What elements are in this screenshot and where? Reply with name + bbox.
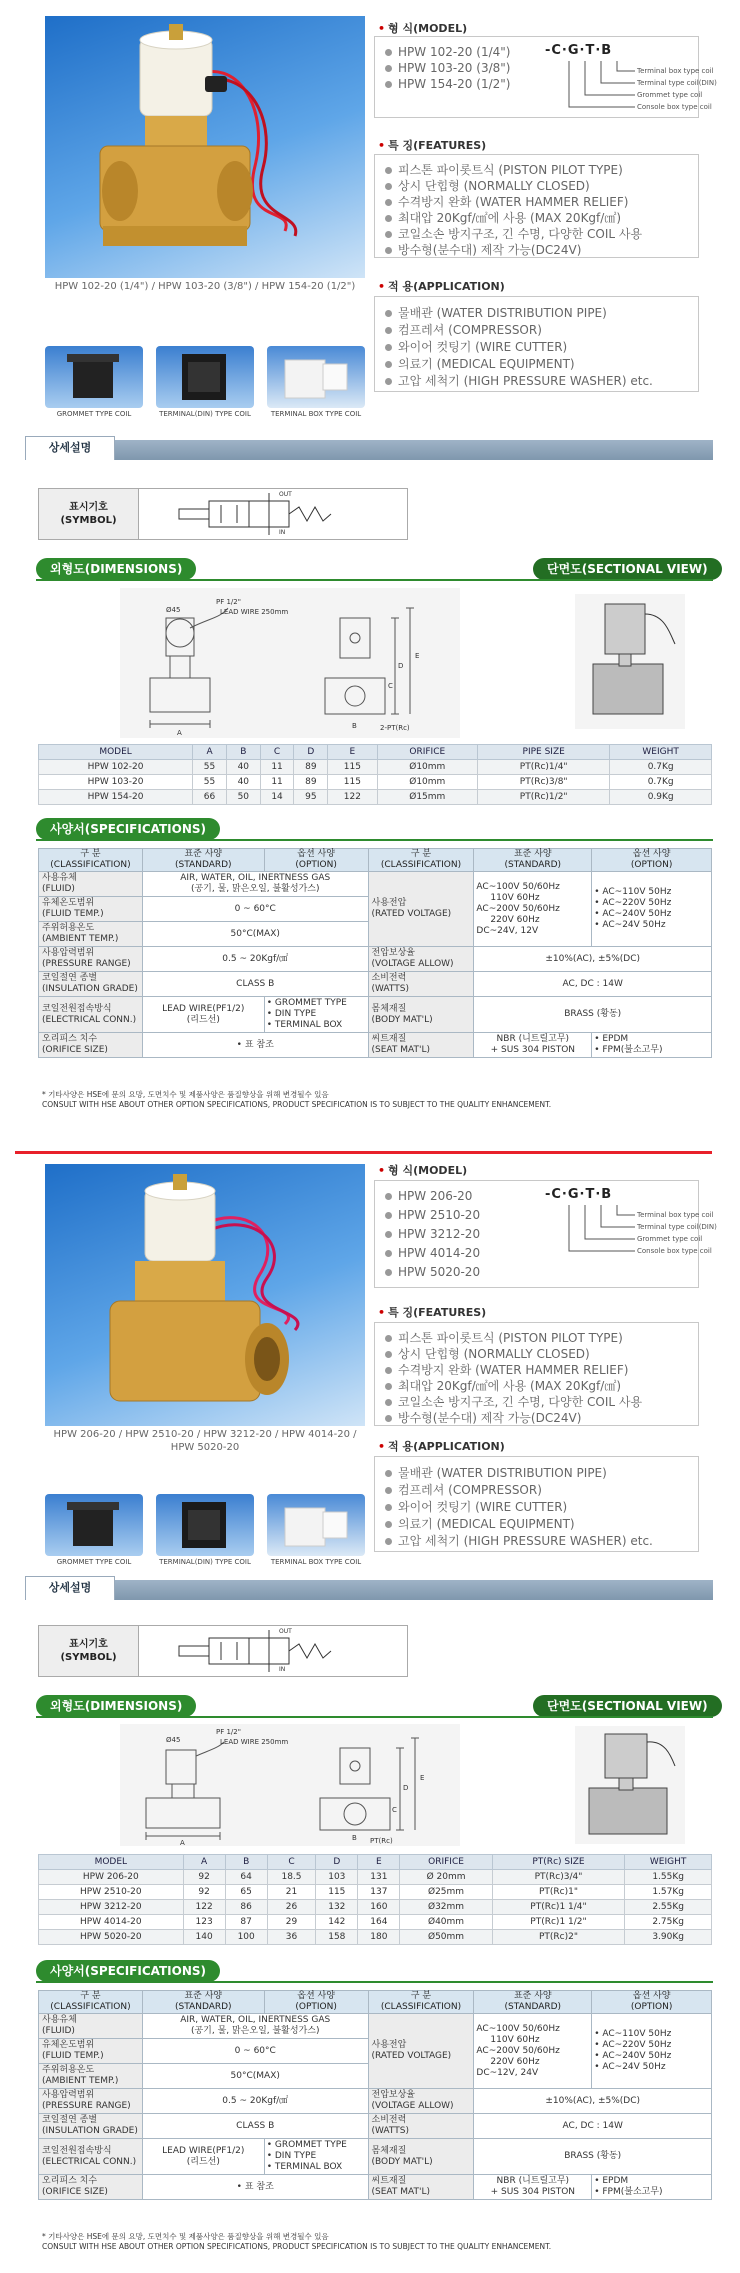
product-caption: HPW 102-20 (1/4") / HPW 103-20 (3/8") / HPW 154-20 (1/2") [54,281,356,292]
sectional-drawing [575,1726,685,1844]
valve-photo [45,1164,365,1426]
table-row: 주위허용온도 (AMBIENT TEMP.) 50°C(MAX) [39,922,712,947]
application-item: 컴프레셔 (COMPRESSOR) [385,321,542,338]
table-row: HPW 3212-20 122 86 26 132 160 Ø32mm PT(Rc)1 1/4" 2.55Kg [39,1900,712,1915]
grommet-coil-thumb: GROMMET TYPE COIL [45,346,143,422]
table-row: 코일절연 종별 (INSULATION GRADE) CLASS B 소비전력 (WATTS) AC, DC : 14W [39,2114,712,2139]
table-row: 사용압력범위 (PRESSURE RANGE) 0.5 ~ 20Kgf/㎠ 전압보상율 (VOLTAGE ALLOW) ±10%(AC), ±5%(DC) [39,2089,712,2114]
dimensions-heading: 외형도(DIMENSIONS) [36,1695,196,1717]
table-row: HPW 154-20 66 50 14 95 122 Ø15mm PT(Rc)1/2" 0.9Kg [39,790,712,805]
table-row: 오리피스 치수 (ORIFICE SIZE) • 표 참조 씨트재질 (SEAT MAT'L) NBR (니트릴고무) + SUS 304 PISTON • EPDM • FPM(불소고무) [39,2175,712,2200]
application-heading: • 적 용(APPLICATION) [378,1440,505,1453]
application-item: 컴프레셔 (COMPRESSOR) [385,1481,542,1498]
product-section-1 [0,0,740,1125]
dimension-drawing [120,1724,460,1846]
terminal-box-coil-thumb: TERMINAL BOX TYPE COIL [267,1494,365,1570]
detail-tab-bar [25,436,713,460]
symbol-label: 표시기호 (SYMBOL) [39,1626,139,1676]
din-coil-thumb: TERMINAL(DIN) TYPE COIL [156,346,254,422]
feature-item: 최대압 20Kgf/㎠에 사용 (MAX 20Kgf/㎠) [385,209,621,226]
model-box: HPW 102-20 (1/4") HPW 103-20 (3/8") HPW 154-20 (1/2") -C·G·T·B Terminal box type coil Terminal type coil(DIN) Grommet type coil Console box type coil [374,36,699,118]
symbol-box: 표시기호 (SYMBOL) OUT IN [38,1625,408,1677]
table-row: 사용압력범위 (PRESSURE RANGE) 0.5 ~ 20Kgf/㎠ 전압보상율 (VOLTAGE ALLOW) ±10%(AC), ±5%(DC) [39,947,712,972]
spec-table: 구 분 (CLASSIFICATION) 표준 사양 (STANDARD) 옵션 사양 (OPTION) 구 분 (CLASSIFICATION) 표준 사양 (STANDARD) 옵션 사양 (OPTION) 사용유체 (FLUID) AIR, WATER, OIL, INERTNESS GAS (공기, 물, 맑은오일, 불활성가스) 사용전압 (RATED VOLTAGE) AC~100V 50/60Hz 110V 60Hz AC~200V 50/60Hz 220V 60Hz DC~12V, 24V • AC~110V 50Hz • AC~220V 50Hz • AC~240V 50Hz • AC~24V 50Hz 유체온도범위 (FLUID TEMP.) 0 ~ 60°C 주위허용온도 (AMBIENT TEMP.) 50°C(MAX) 사용압력범위 (PRESSURE RANGE) 0.5 ~ 20Kgf/㎠ 전압보상율 (VOLTAGE ALLOW) ±10%(AC), ±5%(DC) 코일절연 종별 (INSULATION GRADE) CLASS B 소비전력 (WATTS) AC, DC : 14W 코일전원접속방식 (ELECTRICAL CONN.) LEAD WIRE(PF1/2) (리드선) • GROMMET TYPE • DIN TYPE • TERMINAL BOX 몸체재질 (BODY MAT'L) BRASS (황동) 오리피스 치수 (ORIFICE SIZE) • 표 참조 씨트재질 (SEAT MAT'L) NBR (니트릴고무) + SUS 304 PISTON • EPDM • FPM(불소고무) [38,1990,712,2200]
dim-label: Ø45 [166,1736,181,1744]
detail-tab[interactable]: 상세설명 [25,436,115,460]
model-heading: • 형 식(MODEL) [378,1164,468,1177]
dim-label: B [352,1834,357,1842]
dim-label: LEAD WIRE 250mm [220,1738,289,1746]
dimensions-heading: 외형도(DIMENSIONS) [36,558,196,580]
model-code: -C·G·T·B [545,43,613,58]
grommet-coil-thumb: GROMMET TYPE COIL [45,1494,143,1570]
dim-label: PT(Rc) [370,1837,393,1845]
model-heading: • 형 식(MODEL) [378,22,468,35]
features-heading: • 특 징(FEATURES) [378,1306,487,1319]
model-item: HPW 3212-20 [385,1227,480,1241]
model-item: HPW 103-20 (3/8") [385,61,510,75]
table-row: 유체온도범위 (FLUID TEMP.) 0 ~ 60°C [39,897,712,922]
features-heading: • 특 징(FEATURES) [378,139,487,152]
feature-item: 상시 단힙형 (NORMALLY CLOSED) [385,1345,590,1362]
application-box [374,296,699,392]
table-row: HPW 206-20 92 64 18.5 103 131 Ø 20mm PT(Rc)3/4" 1.55Kg [39,1870,712,1885]
dimension-drawing [120,588,460,738]
symbol-label: 표시기호 (SYMBOL) [39,489,139,539]
application-heading: • 적 용(APPLICATION) [378,280,505,293]
dim-label: LEAD WIRE 250mm [220,608,289,616]
model-item: HPW 2510-20 [385,1208,480,1222]
valve-symbol-icon [149,491,389,537]
model-item: HPW 154-20 (1/2") [385,77,510,91]
model-item: HPW 102-20 (1/4") [385,45,510,59]
product-caption: HPW 206-20 / HPW 2510-20 / HPW 3212-20 / HPW 4014-20 / HPW 5020-20 [53,1429,357,1453]
application-item: 의료기 (MEDICAL EQUIPMENT) [385,1515,575,1532]
spec-note: * 기타사양은 HSE에 문의 요망, 도면치수 및 제품사양은 품질향상을 위해 변경될수 있음 CONSULT WITH HSE ABOUT OTHER OPTION SPECIFICATIONS, PRODUCT SPECIFICATION IS TO SUBJECT TO THE QUALITY ENHANCEMENT. [42,2232,552,2251]
spec-table: 구 분 (CLASSIFICATION) 표준 사양 (STANDARD) 옵션 사양 (OPTION) 구 분 (CLASSIFICATION) 표준 사양 (STANDARD) 옵션 사양 (OPTION) 사용유체 (FLUID) AIR, WATER, OIL, INERTNESS GAS (공기, 물, 맑은오일, 불활성가스) 사용전압 (RATED VOLTAGE) AC~100V 50/60Hz 110V 60Hz AC~200V 50/60Hz 220V 60Hz DC~24V, 12V • AC~110V 50Hz • AC~220V 50Hz • AC~240V 50Hz • AC~24V 50Hz 유체온도범위 (FLUID TEMP.) 0 ~ 60°C 주위허용온도 (AMBIENT TEMP.) 50°C(MAX) 사용압력범위 (PRESSURE RANGE) 0.5 ~ 20Kgf/㎠ 전압보상율 (VOLTAGE ALLOW) ±10%(AC), ±5%(DC) 코일절연 종별 (INSULATION GRADE) CLASS B 소비전력 (WATTS) AC, DC : 14W 코일전원접속방식 (ELECTRICAL CONN.) LEAD WIRE(PF1/2) (리드선) • GROMMET TYPE • DIN TYPE • TERMINAL BOX 몸체재질 (BODY MAT'L) BRASS (황동) 오리피스 치수 (ORIFICE SIZE) • 표 참조 씨트재질 (SEAT MAT'L) NBR (니트릴고무) + SUS 304 PISTON • EPDM • FPM(불소고무) [38,848,712,1058]
product-section-2 [0,1148,740,2273]
features-box [374,154,699,258]
table-row: HPW 103-20 55 40 11 89 115 Ø10mm PT(Rc)3/8" 0.7Kg [39,775,712,790]
dimension-table: MODEL A B C D E ORIFICE PT(Rc) SIZE WEIGHT HPW 206-20 92 64 18.5 103 131 Ø 20mm PT(Rc)3/4" 1.55Kg HPW 2510-20 92 65 21 115 137 Ø25mm PT(Rc)1" 1.57Kg HPW 3212-20 122 86 26 132 160 Ø32mm PT(Rc)1 1/4" 2.55Kg HPW 4014-20 123 87 29 142 164 Ø40mm PT(Rc)1 1/2" 2.75Kg HPW 5020-20 140 100 36 158 180 Ø50mm PT(Rc)2" 3.90Kg [38,1854,712,1945]
application-box [374,1456,699,1552]
detail-tab-bar [25,1576,713,1600]
dim-label: PF 1/2" [216,598,241,606]
dim-label: C [388,682,393,690]
spec-note: * 기타사양은 HSE에 문의 요망, 도면치수 및 제품사양은 품질향상을 위해 변경될수 있음 CONSULT WITH HSE ABOUT OTHER OPTION SPECIFICATIONS, PRODUCT SPECIFICATION IS TO SUBJECT TO THE QUALITY ENHANCEMENT. [42,1090,552,1109]
feature-item: 피스톤 파이롯트식 (PISTON PILOT TYPE) [385,1329,623,1346]
model-item: HPW 206-20 [385,1189,472,1203]
feature-item: 수격방지 완화 (WATER HAMMER RELIEF) [385,1361,628,1378]
application-item: 고압 세척기 (HIGH PRESSURE WASHER) etc. [385,372,653,389]
table-row: 사용유체 (FLUID) AIR, WATER, OIL, INERTNESS GAS (공기, 물, 맑은오일, 불활성가스) 사용전압 (RATED VOLTAGE) AC~100V 50/60Hz 110V 60Hz AC~200V 50/60Hz 220V 60Hz DC~12V, 24V • AC~110V 50Hz • AC~220V 50Hz • AC~240V 50Hz • AC~24V 50Hz [39,2014,712,2039]
model-code: -C·G·T·B [545,1187,613,1202]
feature-item: 수격방지 완화 (WATER HAMMER RELIEF) [385,193,628,210]
table-row: 주위허용온도 (AMBIENT TEMP.) 50°C(MAX) [39,2064,712,2089]
table-row: HPW 2510-20 92 65 21 115 137 Ø25mm PT(Rc)1" 1.57Kg [39,1885,712,1900]
dim-label: C [392,1806,397,1814]
terminal-box-coil-thumb: TERMINAL BOX TYPE COIL [267,346,365,422]
sectional-view-heading: 단면도(SECTIONAL VIEW) [533,558,722,580]
dim-label: Ø45 [166,606,181,614]
valve-photo [45,16,365,278]
table-row: 오리피스 치수 (ORIFICE SIZE) • 표 참조 씨트재질 (SEAT MAT'L) NBR (니트릴고무) + SUS 304 PISTON • EPDM • FPM(불소고무) [39,1033,712,1058]
application-item: 와이어 컷팅기 (WIRE CUTTER) [385,338,567,355]
model-item: HPW 5020-20 [385,1265,480,1279]
application-item: 의료기 (MEDICAL EQUIPMENT) [385,355,575,372]
table-row: 코일전원접속방식 (ELECTRICAL CONN.) LEAD WIRE(PF1/2) (리드선) • GROMMET TYPE • DIN TYPE • TERMINAL BOX 몸체재질 (BODY MAT'L) BRASS (황동) [39,997,712,1033]
feature-item: 상시 단힙형 (NORMALLY CLOSED) [385,177,590,194]
sectional-drawing [575,594,685,729]
dim-label: B [352,722,357,730]
feature-item: 방수형(분수대) 제작 가능(DC24V) [385,241,581,258]
specifications-heading: 사양서(SPECIFICATIONS) [36,1960,220,1982]
dim-label: 2-PT(Rc) [380,724,410,732]
table-row: 유체온도범위 (FLUID TEMP.) 0 ~ 60°C [39,2039,712,2064]
detail-tab[interactable]: 상세설명 [25,1576,115,1600]
coil-thumbnails [45,1494,365,1570]
valve-symbol-icon [149,1628,389,1674]
application-item: 물배관 (WATER DISTRIBUTION PIPE) [385,304,607,321]
feature-item: 피스톤 파이롯트식 (PISTON PILOT TYPE) [385,161,623,178]
application-item: 물배관 (WATER DISTRIBUTION PIPE) [385,1464,607,1481]
dim-label: A [180,1839,185,1846]
application-item: 고압 세척기 (HIGH PRESSURE WASHER) etc. [385,1532,653,1549]
feature-item: 최대압 20Kgf/㎠에 사용 (MAX 20Kgf/㎠) [385,1377,621,1394]
table-row: 사용유체 (FLUID) AIR, WATER, OIL, INERTNESS GAS (공기, 물, 맑은오일, 불활성가스) 사용전압 (RATED VOLTAGE) AC~100V 50/60Hz 110V 60Hz AC~200V 50/60Hz 220V 60Hz DC~24V, 12V • AC~110V 50Hz • AC~220V 50Hz • AC~240V 50Hz • AC~24V 50Hz [39,872,712,897]
sectional-view-heading: 단면도(SECTIONAL VIEW) [533,1695,722,1717]
model-item: HPW 4014-20 [385,1246,480,1260]
dim-label: E [415,652,420,660]
feature-item: 방수형(분수대) 제작 가능(DC24V) [385,1409,581,1426]
symbol-box: 표시기호 (SYMBOL) OUT IN [38,488,408,540]
model-box: HPW 206-20 HPW 2510-20 HPW 3212-20 HPW 4014-20 HPW 5020-20 -C·G·T·B Terminal box type coil Terminal type coil(DIN) Grommet type coil Console box type coil [374,1180,699,1288]
dim-label: PF 1/2" [216,1728,241,1736]
table-row: 코일전원접속방식 (ELECTRICAL CONN.) LEAD WIRE(PF1/2) (리드선) • GROMMET TYPE • DIN TYPE • TERMINAL BOX 몸체재질 (BODY MAT'L) BRASS (황동) [39,2139,712,2175]
dimension-table: MODEL A B C D E ORIFICE PIPE SIZE WEIGHT HPW 102-20 55 40 11 89 115 Ø10mm PT(Rc)1/4" 0.7Kg HPW 103-20 55 40 11 89 115 Ø10mm PT(Rc)3/8" 0.7Kg HPW 154-20 66 50 14 95 122 Ø15mm PT(Rc)1/2" 0.9Kg [38,744,712,805]
features-box [374,1322,699,1426]
feature-item: 코일소손 방지구조, 긴 수명, 다양한 COIL 사용 [385,1393,642,1410]
feature-item: 코일소손 방지구조, 긴 수명, 다양한 COIL 사용 [385,225,642,242]
coil-thumbnails [45,346,365,422]
dim-label: D [398,662,404,670]
table-row: 코일절연 종별 (INSULATION GRADE) CLASS B 소비전력 (WATTS) AC, DC : 14W [39,972,712,997]
table-row: HPW 4014-20 123 87 29 142 164 Ø40mm PT(Rc)1 1/2" 2.75Kg [39,1915,712,1930]
dim-label: D [403,1784,409,1792]
dim-label: E [420,1774,425,1782]
table-row: HPW 5020-20 140 100 36 158 180 Ø50mm PT(Rc)2" 3.90Kg [39,1930,712,1945]
specifications-heading: 사양서(SPECIFICATIONS) [36,818,220,840]
table-row: HPW 102-20 55 40 11 89 115 Ø10mm PT(Rc)1/4" 0.7Kg [39,760,712,775]
din-coil-thumb: TERMINAL(DIN) TYPE COIL [156,1494,254,1570]
application-item: 와이어 컷팅기 (WIRE CUTTER) [385,1498,567,1515]
dim-label: A [177,729,182,737]
